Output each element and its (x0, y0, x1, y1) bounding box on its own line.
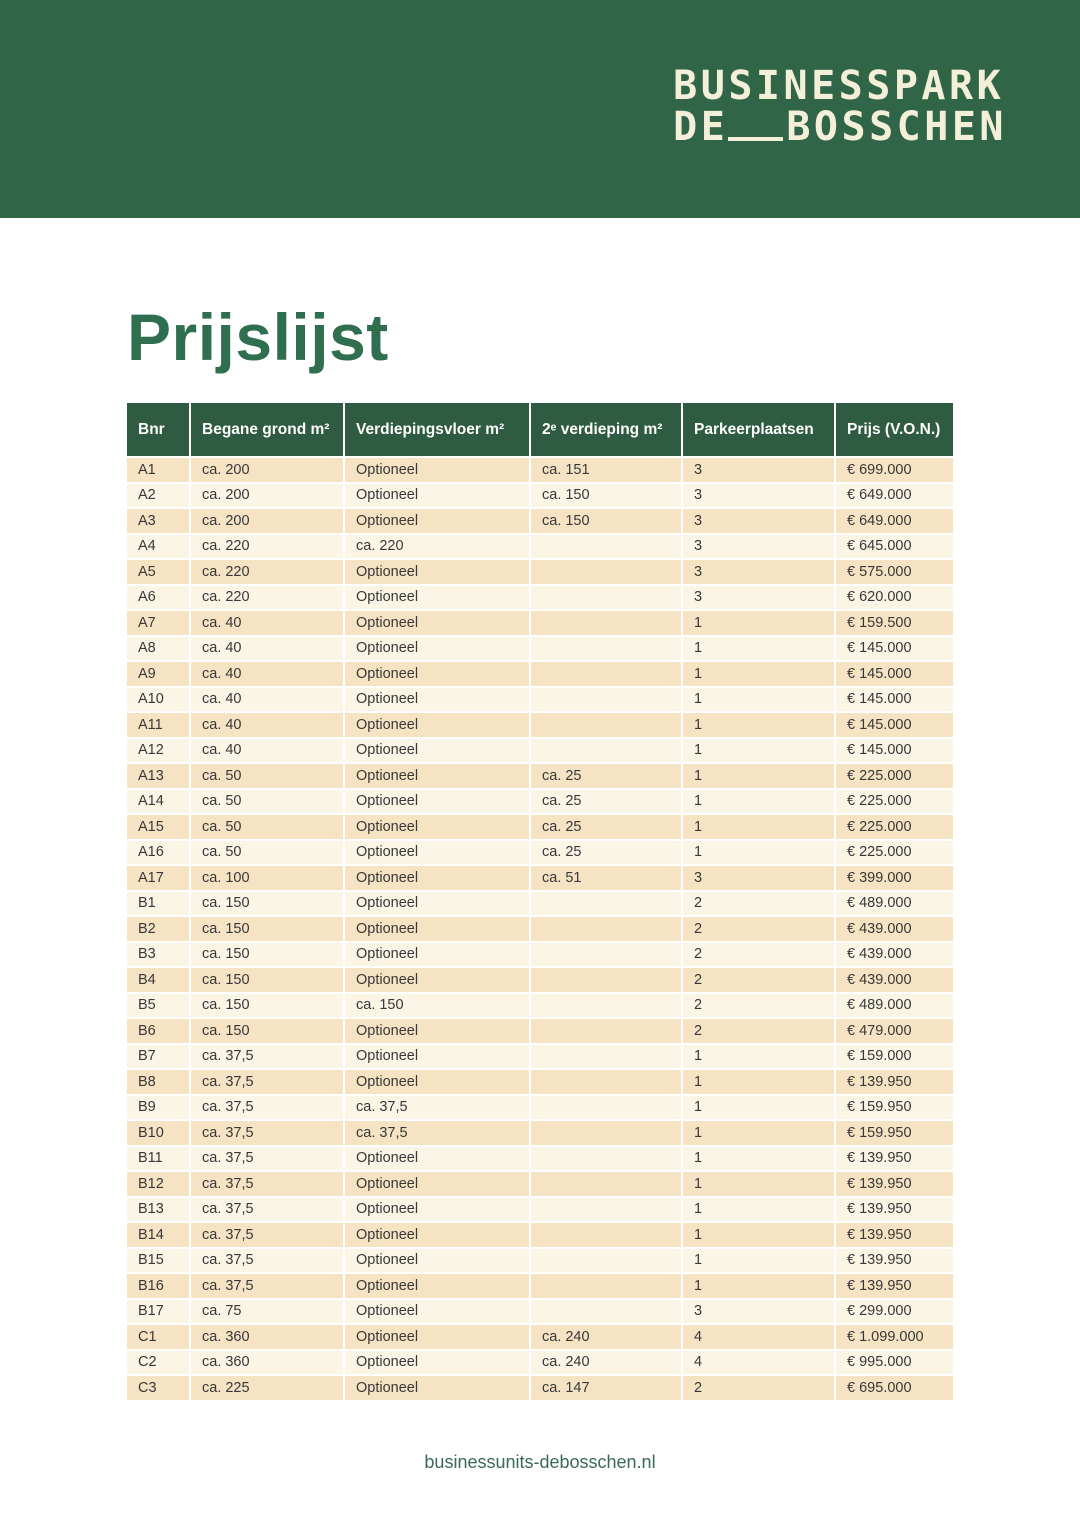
table-cell: ca. 40 (191, 637, 345, 663)
table-row (127, 535, 953, 561)
table-cell: ca. 360 (191, 1351, 345, 1377)
table-cell: ca. 37,5 (191, 1045, 345, 1071)
table-cell: 1 (683, 1070, 836, 1096)
table-row (127, 611, 953, 637)
page-title: Prijslijst (127, 300, 389, 374)
table-cell: ca. 37,5 (191, 1172, 345, 1198)
table-cell: Optioneel (345, 1147, 531, 1173)
table-cell (531, 1172, 683, 1198)
table-cell: A6 (127, 586, 191, 612)
column-header: Verdiepingsvloer m² (345, 403, 531, 458)
table-cell (531, 968, 683, 994)
table-cell: 1 (683, 1274, 836, 1300)
table-row (127, 1121, 953, 1147)
table-cell (531, 637, 683, 663)
table-cell: A17 (127, 866, 191, 892)
table-row (127, 968, 953, 994)
table-cell: € 145.000 (836, 713, 953, 739)
table-cell: Optioneel (345, 1070, 531, 1096)
logo-line-1: BUSINESSPARK (673, 63, 1005, 109)
table-cell: ca. 100 (191, 866, 345, 892)
table-cell: ca. 220 (345, 535, 531, 561)
table-cell: ca. 150 (191, 994, 345, 1020)
table-cell: 1 (683, 1096, 836, 1122)
table-cell: 4 (683, 1351, 836, 1377)
table-cell: € 145.000 (836, 637, 953, 663)
table-row (127, 790, 953, 816)
table-cell (531, 586, 683, 612)
table-cell: € 145.000 (836, 688, 953, 714)
column-header: Prijs (V.O.N.) (836, 403, 953, 458)
table-cell: € 225.000 (836, 764, 953, 790)
table-cell (531, 892, 683, 918)
table-cell: A3 (127, 509, 191, 535)
table-cell (531, 713, 683, 739)
table-cell: A1 (127, 458, 191, 484)
table-cell: B5 (127, 994, 191, 1020)
table-cell: Optioneel (345, 560, 531, 586)
table-cell: Optioneel (345, 611, 531, 637)
table-row (127, 688, 953, 714)
table-cell: 3 (683, 484, 836, 510)
table-cell: A7 (127, 611, 191, 637)
table-row (127, 841, 953, 867)
table-cell: € 439.000 (836, 943, 953, 969)
table-cell: ca. 75 (191, 1300, 345, 1326)
table-cell: 2 (683, 917, 836, 943)
table-cell: ca. 220 (191, 535, 345, 561)
table-cell: 3 (683, 560, 836, 586)
table-cell: A10 (127, 688, 191, 714)
table-cell: ca. 150 (531, 509, 683, 535)
table-cell: Optioneel (345, 1300, 531, 1326)
table-cell: 2 (683, 943, 836, 969)
table-cell: A12 (127, 739, 191, 765)
table-cell: Optioneel (345, 892, 531, 918)
table-cell: ca. 200 (191, 509, 345, 535)
table-cell: 1 (683, 790, 836, 816)
table-cell: € 139.950 (836, 1070, 953, 1096)
table-cell: ca. 150 (191, 892, 345, 918)
table-cell: € 225.000 (836, 790, 953, 816)
table-cell: A16 (127, 841, 191, 867)
page-footer (0, 1452, 1080, 1473)
table-cell: B11 (127, 1147, 191, 1173)
table-cell: Optioneel (345, 943, 531, 969)
table-cell: ca. 37,5 (191, 1249, 345, 1275)
table-cell: Optioneel (345, 790, 531, 816)
table-cell: 1 (683, 1147, 836, 1173)
table-cell: ca. 50 (191, 815, 345, 841)
table-cell: 3 (683, 1300, 836, 1326)
table-cell: Optioneel (345, 586, 531, 612)
table-cell: Optioneel (345, 509, 531, 535)
table-cell: B13 (127, 1198, 191, 1224)
table-cell: 2 (683, 994, 836, 1020)
table-cell (531, 1070, 683, 1096)
table-row (127, 1070, 953, 1096)
table-cell: € 479.000 (836, 1019, 953, 1045)
table-cell: 1 (683, 1121, 836, 1147)
table-cell: ca. 220 (191, 560, 345, 586)
table-cell: ca. 147 (531, 1376, 683, 1402)
table-cell: Optioneel (345, 688, 531, 714)
table-row (127, 994, 953, 1020)
table-cell: ca. 25 (531, 841, 683, 867)
table-cell: 3 (683, 586, 836, 612)
table-cell: B16 (127, 1274, 191, 1300)
table-cell: € 139.950 (836, 1147, 953, 1173)
header-banner (0, 0, 1080, 218)
table-cell: Optioneel (345, 1223, 531, 1249)
table-cell: ca. 240 (531, 1325, 683, 1351)
table-cell: A9 (127, 662, 191, 688)
table-row (127, 458, 953, 484)
table-cell: B17 (127, 1300, 191, 1326)
table-cell: € 699.000 (836, 458, 953, 484)
table-cell: B12 (127, 1172, 191, 1198)
table-cell (531, 994, 683, 1020)
table-cell: Optioneel (345, 458, 531, 484)
table-row (127, 917, 953, 943)
table-cell (531, 1096, 683, 1122)
table-cell: ca. 37,5 (345, 1096, 531, 1122)
table-cell: A8 (127, 637, 191, 663)
main-content (0, 300, 1080, 1402)
table-cell: € 299.000 (836, 1300, 953, 1326)
table-cell: 1 (683, 713, 836, 739)
table-cell: B6 (127, 1019, 191, 1045)
table-cell: ca. 37,5 (191, 1121, 345, 1147)
table-header-row (127, 403, 953, 458)
table-cell: A11 (127, 713, 191, 739)
table-cell: € 399.000 (836, 866, 953, 892)
table-cell: 1 (683, 1249, 836, 1275)
table-cell: Optioneel (345, 637, 531, 663)
table-cell: 1 (683, 1198, 836, 1224)
table-cell: B14 (127, 1223, 191, 1249)
table-row (127, 866, 953, 892)
table-cell: 3 (683, 458, 836, 484)
table-cell: € 649.000 (836, 484, 953, 510)
table-cell (531, 1274, 683, 1300)
table-cell: ca. 25 (531, 764, 683, 790)
table-cell: ca. 150 (191, 917, 345, 943)
table-cell: € 1.099.000 (836, 1325, 953, 1351)
table-cell (531, 1198, 683, 1224)
table-cell: ca. 50 (191, 841, 345, 867)
table-row (127, 892, 953, 918)
table-cell: € 145.000 (836, 662, 953, 688)
table-cell: ca. 225 (191, 1376, 345, 1402)
table-cell: € 159.950 (836, 1096, 953, 1122)
table-cell (531, 1045, 683, 1071)
column-header: Bnr (127, 403, 191, 458)
price-table (127, 403, 953, 1402)
table-cell (531, 1300, 683, 1326)
table-cell: 1 (683, 688, 836, 714)
table-cell: € 139.950 (836, 1249, 953, 1275)
table-cell: Optioneel (345, 713, 531, 739)
table-row (127, 1019, 953, 1045)
table-row (127, 1325, 953, 1351)
table-cell: ca. 37,5 (345, 1121, 531, 1147)
table-cell: Optioneel (345, 866, 531, 892)
logo-underscore-icon (728, 137, 783, 141)
table-row (127, 739, 953, 765)
table-cell: ca. 37,5 (191, 1223, 345, 1249)
table-cell: ca. 50 (191, 764, 345, 790)
table-cell (531, 917, 683, 943)
table-cell: Optioneel (345, 841, 531, 867)
table-cell: ca. 50 (191, 790, 345, 816)
table-cell: ca. 37,5 (191, 1274, 345, 1300)
table-cell: A13 (127, 764, 191, 790)
table-cell: B3 (127, 943, 191, 969)
table-cell: ca. 150 (191, 1019, 345, 1045)
table-cell: B2 (127, 917, 191, 943)
table-cell: € 139.950 (836, 1172, 953, 1198)
table-row (127, 1249, 953, 1275)
table-cell: C2 (127, 1351, 191, 1377)
table-row (127, 1045, 953, 1071)
table-cell: A5 (127, 560, 191, 586)
table-cell: 2 (683, 1376, 836, 1402)
column-header: Begane grond m² (191, 403, 345, 458)
table-cell: € 225.000 (836, 815, 953, 841)
table-cell: 1 (683, 841, 836, 867)
table-cell: ca. 37,5 (191, 1198, 345, 1224)
table-cell: Optioneel (345, 662, 531, 688)
footer-link[interactable]: businessunits-debosschen.nl (424, 1452, 656, 1472)
table-cell: ca. 40 (191, 611, 345, 637)
table-cell: ca. 37,5 (191, 1096, 345, 1122)
table-cell: B7 (127, 1045, 191, 1071)
table-cell: 1 (683, 637, 836, 663)
table-cell: € 145.000 (836, 739, 953, 765)
table-cell: Optioneel (345, 1325, 531, 1351)
table-row (127, 713, 953, 739)
table-cell: 1 (683, 764, 836, 790)
table-row (127, 1198, 953, 1224)
table-cell: ca. 25 (531, 790, 683, 816)
table-cell: Optioneel (345, 815, 531, 841)
table-row (127, 484, 953, 510)
table-cell: B4 (127, 968, 191, 994)
table-cell (531, 943, 683, 969)
logo-line-2-right: BOSSCHEN (786, 104, 1007, 150)
table-cell (531, 560, 683, 586)
table-cell: 4 (683, 1325, 836, 1351)
table-cell (531, 1147, 683, 1173)
table-cell: € 159.950 (836, 1121, 953, 1147)
table-row (127, 509, 953, 535)
table-cell (531, 1121, 683, 1147)
table-cell: ca. 200 (191, 484, 345, 510)
table-cell: A2 (127, 484, 191, 510)
table-cell: € 139.950 (836, 1274, 953, 1300)
table-cell: € 439.000 (836, 968, 953, 994)
table-cell (531, 1019, 683, 1045)
logo-line-2 (673, 104, 1007, 150)
table-cell: € 159.000 (836, 1045, 953, 1071)
table-cell: ca. 37,5 (191, 1070, 345, 1096)
table-row (127, 586, 953, 612)
table-cell: ca. 150 (345, 994, 531, 1020)
table-cell: ca. 40 (191, 662, 345, 688)
table-cell: 1 (683, 611, 836, 637)
table-cell (531, 1223, 683, 1249)
table-row (127, 1147, 953, 1173)
table-cell: 2 (683, 968, 836, 994)
column-header: Parkeerplaatsen (683, 403, 836, 458)
table-cell: Optioneel (345, 917, 531, 943)
table-cell: € 439.000 (836, 917, 953, 943)
table-cell: ca. 360 (191, 1325, 345, 1351)
table-cell (531, 739, 683, 765)
table-cell: ca. 51 (531, 866, 683, 892)
table-row (127, 1300, 953, 1326)
table-cell: € 225.000 (836, 841, 953, 867)
table-row (127, 1096, 953, 1122)
table-cell: 1 (683, 815, 836, 841)
table-cell: Optioneel (345, 1351, 531, 1377)
table-cell: ca. 37,5 (191, 1147, 345, 1173)
table-row (127, 764, 953, 790)
table-row (127, 1274, 953, 1300)
table-cell: ca. 220 (191, 586, 345, 612)
table-cell: Optioneel (345, 1045, 531, 1071)
table-cell: A14 (127, 790, 191, 816)
table-row (127, 943, 953, 969)
table-cell: Optioneel (345, 968, 531, 994)
table-cell: B8 (127, 1070, 191, 1096)
table-cell: ca. 40 (191, 713, 345, 739)
table-cell: ca. 200 (191, 458, 345, 484)
table-cell: ca. 151 (531, 458, 683, 484)
table-cell: ca. 150 (531, 484, 683, 510)
table-row (127, 637, 953, 663)
table-cell: 3 (683, 509, 836, 535)
table-cell: 1 (683, 1223, 836, 1249)
table-cell (531, 662, 683, 688)
table-row (127, 1376, 953, 1402)
table-cell: € 139.950 (836, 1198, 953, 1224)
table-cell: Optioneel (345, 764, 531, 790)
table-cell: C1 (127, 1325, 191, 1351)
table-cell: C3 (127, 1376, 191, 1402)
table-cell: B1 (127, 892, 191, 918)
table-cell: Optioneel (345, 1274, 531, 1300)
table-cell: 3 (683, 535, 836, 561)
table-cell: € 649.000 (836, 509, 953, 535)
table-cell: 2 (683, 1019, 836, 1045)
column-header: 2ᵉ verdieping m² (531, 403, 683, 458)
table-cell: € 645.000 (836, 535, 953, 561)
table-cell: 1 (683, 662, 836, 688)
table-cell: ca. 150 (191, 968, 345, 994)
table-cell (531, 688, 683, 714)
table-cell: A4 (127, 535, 191, 561)
table-cell (531, 1249, 683, 1275)
table-row (127, 815, 953, 841)
logo-line-2-left: DE (673, 104, 729, 150)
table-row (127, 1223, 953, 1249)
table-cell (531, 535, 683, 561)
table-cell: 2 (683, 892, 836, 918)
table-cell: € 489.000 (836, 892, 953, 918)
table-cell: 1 (683, 1045, 836, 1071)
table-cell: Optioneel (345, 1019, 531, 1045)
table-cell: € 695.000 (836, 1376, 953, 1402)
table-cell: 1 (683, 1172, 836, 1198)
table-cell: ca. 150 (191, 943, 345, 969)
table-cell: ca. 40 (191, 739, 345, 765)
table-cell: Optioneel (345, 1376, 531, 1402)
table-cell: € 489.000 (836, 994, 953, 1020)
table-cell: B15 (127, 1249, 191, 1275)
table-cell: 1 (683, 739, 836, 765)
table-cell: A15 (127, 815, 191, 841)
table-cell: € 139.950 (836, 1223, 953, 1249)
table-cell: ca. 25 (531, 815, 683, 841)
table-cell: Optioneel (345, 484, 531, 510)
table-row (127, 1351, 953, 1377)
businesspark-logo (673, 63, 1007, 150)
table-cell: Optioneel (345, 1249, 531, 1275)
table-cell: B9 (127, 1096, 191, 1122)
table-cell: € 159.500 (836, 611, 953, 637)
table-cell: ca. 40 (191, 688, 345, 714)
table-cell (531, 611, 683, 637)
table-row (127, 560, 953, 586)
table-cell: Optioneel (345, 1172, 531, 1198)
table-cell: Optioneel (345, 1198, 531, 1224)
table-cell: 3 (683, 866, 836, 892)
table-cell: B10 (127, 1121, 191, 1147)
table-cell: Optioneel (345, 739, 531, 765)
table-row (127, 1172, 953, 1198)
table-cell: ca. 240 (531, 1351, 683, 1377)
table-cell: € 995.000 (836, 1351, 953, 1377)
table-cell: € 620.000 (836, 586, 953, 612)
table-cell: € 575.000 (836, 560, 953, 586)
table-row (127, 662, 953, 688)
